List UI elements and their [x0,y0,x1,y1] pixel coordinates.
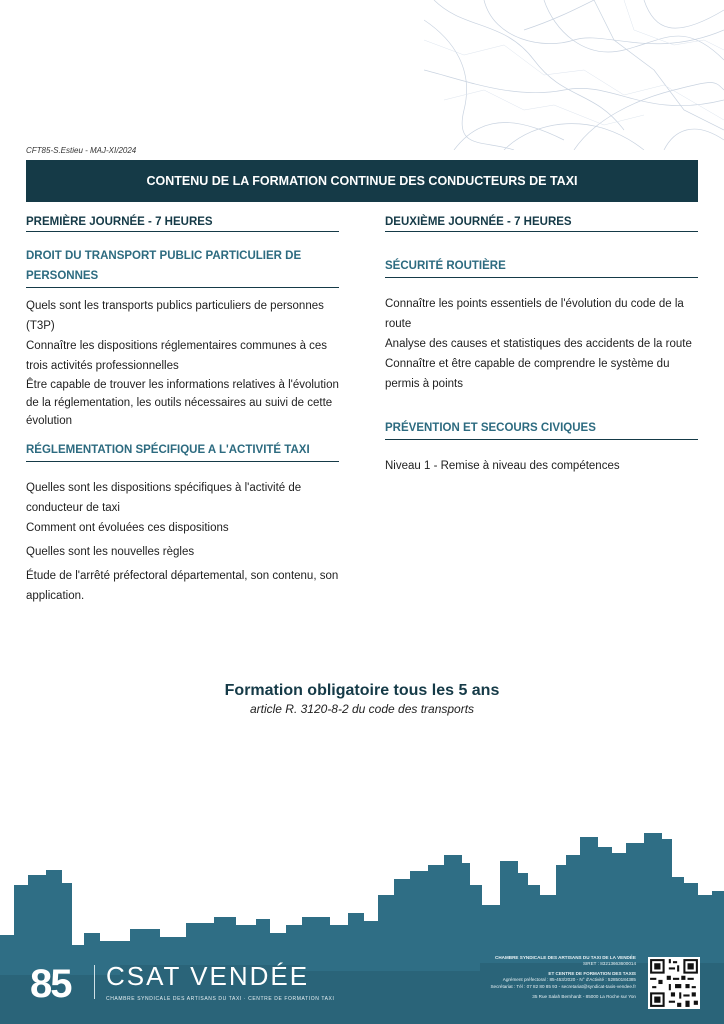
day2-column [385,216,698,476]
contact-line: Secrétariat : Tél : 07 82 80 85 93 - secretariat@syndicat-taxis-vendee.fr [490,983,636,989]
tagline-subtitle: article R. 3120-8-2 du code des transports [249,702,475,716]
qr-code [648,957,700,1009]
contact-line: ET CENTRE DE FORMATION DES TAXIS [548,970,636,976]
list-item: Quels sont les transports publics particuliers de personnes (T3P) [26,300,324,332]
day2-title: DEUXIÈME JOURNÉE - 7 HEURES [385,216,698,232]
contact-line: SIRET : 83213663600014 [582,961,636,967]
contact-line: 35 Rue Salah Bernhardt - 85000 La Roche sur Yon [532,994,636,1000]
contact-line: CHAMBRE SYNDICALE DES ARTISANS DU TAXI DE LA VENDÉE [495,955,636,960]
logo-name: CSAT VENDÉE [106,961,310,991]
day2-section1-title: SÉCURITÉ ROUTIÈRE [385,256,698,278]
map-decoration [424,0,724,150]
list-item: Quelles sont les dispositions spécifiques à l'activité de conducteur de taxi [26,482,302,514]
list-item: Connaître les dispositions réglementaires communes à ces trois activités professionnelles [26,340,328,372]
logo-divider [94,965,95,999]
tagline [0,682,724,716]
list-item: Quelles sont les nouvelles règles [26,546,195,558]
list-item: Connaître et être capable de comprendre le système du permis à points [385,358,670,390]
list-item: Être capable de trouver les informations relatives à l'évolution de la réglementation, les outils nécessaires au suivi de cette évolution [26,379,339,427]
contact-line: Agrément préfectoral : 85-453/2020 - N° d'Activité : 52850184385 [502,977,636,983]
day2-section2-title: PRÉVENTION ET SECOURS CIVIQUES [385,418,698,440]
logo-number: 85 [30,962,71,1006]
list-item: Analyse des causes et statistiques des accidents de la route [385,338,692,350]
list-item: Étude de l'arrêté préfectoral départemental, son contenu, son application. [26,570,339,602]
contact-block [396,955,636,1000]
list-item: Connaître les points essentiels de l'évolution du code de la route [385,298,684,330]
day1-title: PREMIÈRE JOURNÉE - 7 HEURES [26,216,339,232]
day1-column [26,216,339,606]
tagline-title: Formation obligatoire tous les 5 ans [224,682,500,699]
day1-section1-title: DROIT DU TRANSPORT PUBLIC PARTICULIER DE PERSONNES [26,246,339,288]
list-item: Niveau 1 - Remise à niveau des compétences [385,460,620,472]
logo-subtitle: CHAMBRE SYNDICALE DES ARTISANS DU TAXI · CENTRE DE FORMATION TAXI [106,996,335,1002]
document-reference: CFT85-S.Estieu - MAJ-XI/2024 [26,146,137,155]
day1-section2-title: RÉGLEMENTATION SPÉCIFIQUE A L'ACTIVITÉ TAXI [26,440,339,462]
page-title-banner: CONTENU DE LA FORMATION CONTINUE DES CONDUCTEURS DE TAXI [26,160,698,202]
list-item: Comment ont évoluées ces dispositions [26,522,229,534]
